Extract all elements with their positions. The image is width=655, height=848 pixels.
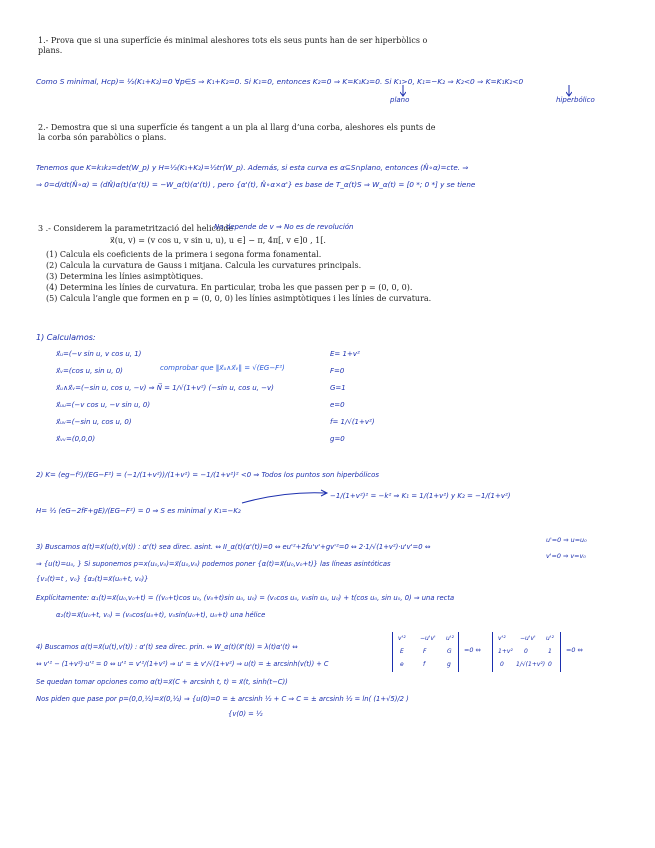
det2-cell: v'²: [498, 635, 506, 642]
det1-cell: E: [400, 648, 404, 655]
answer-2-line-1: Tenemos que K=k₁k₂=det(W_p) y H=½(K₁+K₂)=½tr(W_p). Además, si esta curva es α⊆S∩plano, entonces (N̂∘α)=cte. ⇒: [36, 163, 469, 172]
problem-3-item-5: (5) Calcula l’angle que formen en p = (0, 0, 0) les línies asimptòtiques i les línies de curvatura.: [46, 294, 432, 303]
det1-cell: u'²: [446, 635, 454, 642]
calc-row-xvv: x⃗ᵥᵥ=(0,0,0): [56, 435, 96, 443]
det1-cell: −u'v': [420, 635, 436, 642]
note-comprobar: comprobar que ‖x⃗ᵤ∧x⃗ᵥ‖ = √(EG−F²): [160, 364, 285, 372]
det2-cell: −u'v': [520, 635, 536, 642]
problem-2-line-2: la corba són parabòlics o plans.: [38, 133, 167, 142]
det2-cell: u'²: [546, 635, 554, 642]
det1-cell: f: [423, 661, 426, 668]
problem-1-line-1: 1.- Prova que si una superfície és minimal aleshores tots els seus punts han de ser hiperbòlics o: [38, 36, 428, 45]
det2-cell: 1: [548, 648, 552, 655]
explicit-line-2: α₂(t)=x⃗(u₀+t, v₀) = (v₀cos(u₀+t), v₀sin(u₀+t), u₀+t) una hélice: [56, 611, 266, 619]
mean-curvature: H= ½ (eG−2fF+gE)/(EG−F²) = 0 ⇒ S es minimal y K₁=−K₂: [36, 507, 241, 515]
calc-row-normal: x⃗ᵤ∧x⃗ᵥ=(−sin u, cos u, −v) ⇒ N⃗ = 1/√(1+v²) (−sin u, cos u, −v): [56, 384, 274, 392]
det2-cell: 1+v²: [498, 648, 513, 655]
calc-row-xuu: x⃗ᵤᵤ=(−v cos u, −v sin u, 0): [56, 401, 151, 409]
calc-row-F: F=0: [330, 367, 345, 375]
calc-row-g: g=0: [330, 435, 345, 443]
problem-3-parametrization: x⃗(u, v) = (v cos u, v sin u, u), u ∈] − π, 4π[, v ∈]0 , 1[.: [110, 236, 326, 245]
principal-lines-2: ⇔ v'² − (1+v²)·u'² = 0 ⇔ u'² = v'²/(1+v²) ⇒ u' = ± v'/√(1+v²) ⇒ u(t) = ± arcsinh(v(t)) + C: [36, 660, 329, 668]
problem-3-intro: 3 .- Considerem la parametrització del helicoide: [38, 224, 234, 233]
calc-title: 1) Calculamos:: [36, 333, 96, 342]
note-no-revolucion: No depende de v ⇒ No es de revolución: [214, 223, 354, 231]
principal-lines-4: Nos piden que pase por p=(0,0,½)=x⃗(0,½) ⇒ {u(0)=0 = ± arcsinh ½ + C ⇒ C = ± arcsinh ½ = ln( (1+√5)/2 ): [36, 695, 409, 703]
det1-equals: =0 ⇔: [464, 646, 481, 654]
det1-cell: e: [400, 661, 404, 668]
problem-2-line-1: 2.- Demostra que si una superfície és tangent a un pla al llarg d’una corba, aleshores els punts de: [38, 123, 436, 132]
calc-row-e: e=0: [330, 401, 345, 409]
answer-1: Como S minimal, Hcp)= ½(K₁+K₂)=0 ∀p∈S ⇒ K₁+K₂=0. Si K₁=0, entonces K₂=0 ⇒ K=K₁K₂=0. Si K₁>0, K₁=−K₂ ⇒ K₂<0 ⇒ K=K₁K₂<0: [36, 77, 524, 86]
det2-cell: 0: [524, 648, 528, 655]
principal-curvatures: −1/(1+v²)² = −k² ⇒ K₁ = 1/(1+v²) y K₂ = −1/(1+v²): [330, 492, 511, 500]
determinant-bar: [392, 632, 393, 672]
problem-1-line-2: plans.: [38, 46, 63, 55]
calc-row-G: G=1: [330, 384, 346, 392]
determinant-bar: [560, 632, 561, 672]
det2-cell: 0: [500, 661, 504, 668]
calc-row-xv: x⃗ᵥ=(cos u, sin u, 0): [56, 367, 123, 375]
calc-row-E: E= 1+v²: [330, 350, 360, 358]
asymptotic-line-2: ⇒ {u(t)=u₀, } Si suponemos p=x(u₀,v₀)=x⃗(u₀,v₀) podemos poner {α(t)=x⃗(u₀,v₀+t)} las líneas asintóticas: [36, 560, 391, 568]
det2-cell: 0: [548, 661, 552, 668]
explicit-line-1: Explícitamente: α₁(t)=x⃗(u₀,v₀+t) = ((v₀+t)cos u₀, (v₀+t)sin u₀, u₀) = (v₀cos u₀, v₀sin u₀, u₀) + t(cos u₀, sin u₀, 0) ⇒ una recta: [36, 594, 455, 602]
det1-cell: v'²: [398, 635, 406, 642]
calc-row-f: f= 1/√(1+v²): [330, 418, 375, 426]
gauss-curvature: 2) K= (eg−f²)/(EG−F²) = (−1/(1+v²))/(1+v²) = −1/(1+v²)² <0 ⇒ Todos los puntos son hiperbólicos: [36, 471, 380, 479]
label-hiperbolico: hiperbólico: [556, 96, 595, 104]
asymptotic-line-3: {v₁(t)=t , v₀} {α₂(t)=x⃗(u₀+t, v₀)}: [36, 575, 149, 583]
problem-3-item-1: (1) Calcula els coeficients de la primera i segona forma fonamental.: [46, 250, 322, 259]
determinant-bar: [492, 632, 493, 672]
calc-row-xu: x⃗ᵤ=(−v sin u, v cos u, 1): [56, 350, 142, 358]
det1-cell: G: [447, 648, 452, 655]
det2-cell: 1/√(1+v²): [516, 661, 546, 668]
det1-cell: F: [423, 648, 427, 655]
label-plano: plano: [390, 96, 410, 104]
determinant-bar: [458, 632, 459, 672]
principal-lines-5: {v(0) = ½: [228, 710, 263, 718]
asymptotic-case-1: u'=0 ⇒ u=u₀: [546, 536, 587, 544]
asymptotic-case-2: v'=0 ⇒ v=v₀: [546, 552, 586, 560]
principal-lines-1: 4) Buscamos α(t)=x⃗(u(t),v(t)) : α'(t) sea direc. prin. ⇔ W_α(t)(x⃗'(t)) = λ(t)α'(t) ⇔: [36, 643, 298, 651]
principal-lines-3: Se quedan tomar opciones como α(t)=x⃗(C + arcsinh t, t) = x⃗(t, sinh(t−C)): [36, 678, 288, 686]
problem-3-item-4: (4) Determina les línies de curvatura. En particular, troba les que passen per p = (0, 0, 0).: [46, 283, 413, 292]
problem-3-item-3: (3) Determina les línies asimptòtiques.: [46, 272, 204, 281]
calc-row-xuv: x⃗ᵤᵥ=(−sin u, cos u, 0): [56, 418, 132, 426]
problem-3-item-2: (2) Calcula la curvatura de Gauss i mitjana. Calcula les curvatures principals.: [46, 261, 362, 270]
det1-cell: g: [447, 661, 451, 668]
asymptotic-line-1: 3) Buscamos α(t)=x⃗(u(t),v(t)) : α'(t) sea direc. asint. ⇔ II_α(t)(α'(t))=0 ⇔ eu'²+2fu'v'+gv'²=0 ⇔ 2·1/√(1+v²)·u'v'=0 ⇔: [36, 543, 431, 551]
det2-equals: =0 ⇔: [566, 646, 583, 654]
arrow-icon: [240, 487, 330, 505]
answer-2-line-2: ⇒ 0=d/dt(N̂∘α) = (dN̂)α(t)(α'(t)) = −W_α(t)(α'(t)) , pero {α'(t), N̂∘α×α'} es base de T_α(t)S ⇒ W_α(t) = [0 *; 0 *] y se tiene: [36, 180, 476, 189]
